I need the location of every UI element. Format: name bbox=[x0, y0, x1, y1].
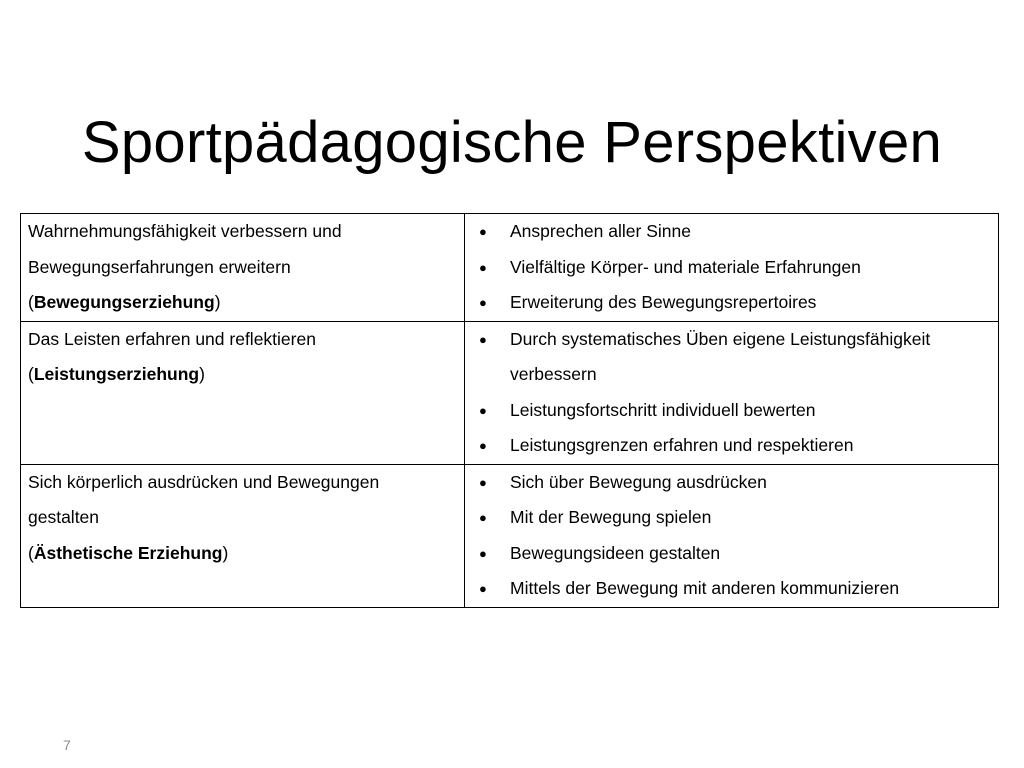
bullet-text: Erweiterung des Bewegungsrepertoires bbox=[510, 292, 817, 312]
perspective-cell bbox=[21, 321, 465, 464]
bullet-icon: ● bbox=[479, 331, 487, 347]
bullet-icon: ● bbox=[479, 295, 487, 310]
list-item bbox=[472, 285, 998, 321]
perspective-text: gestalten bbox=[28, 507, 100, 527]
list-item bbox=[472, 214, 998, 250]
bullet-list bbox=[472, 322, 998, 464]
perspective-label: (Leistungserziehung) bbox=[28, 364, 205, 384]
bullet-icon: ● bbox=[479, 259, 487, 275]
bullet-text: Mit der Bewegung spielen bbox=[510, 507, 712, 527]
list-item bbox=[472, 571, 998, 607]
bullet-list bbox=[472, 465, 998, 607]
perspective-bold-label: Ästhetische Erziehung bbox=[33, 542, 223, 563]
bullets-cell bbox=[465, 214, 999, 322]
list-item bbox=[472, 536, 998, 572]
perspective-bold-label: Bewegungserziehung bbox=[33, 292, 215, 312]
bullet-list bbox=[472, 214, 998, 321]
list-item bbox=[472, 428, 998, 464]
table-row bbox=[21, 464, 999, 607]
perspective-label: (Bewegungserziehung) bbox=[28, 292, 221, 312]
bullet-icon: ● bbox=[479, 402, 487, 418]
bullet-text: Vielfältige Körper- und materiale Erfahrungen bbox=[510, 256, 861, 277]
perspective-text: Wahrnehmungsfähigkeit verbessern und bbox=[28, 221, 342, 241]
list-item bbox=[472, 465, 998, 501]
perspective-cell bbox=[21, 464, 465, 607]
bullet-text: Mittels der Bewegung mit anderen kommunizieren bbox=[510, 578, 900, 598]
bullet-text: Leistungsfortschritt individuell bewerten bbox=[510, 399, 816, 420]
bullets-cell bbox=[465, 464, 999, 607]
bullets-cell bbox=[465, 321, 999, 464]
bullet-icon: ● bbox=[479, 474, 487, 490]
bullet-icon: ● bbox=[479, 438, 487, 453]
bullet-icon: ● bbox=[479, 545, 487, 561]
table-row bbox=[21, 321, 999, 464]
perspective-bold-label: Leistungserziehung bbox=[33, 364, 200, 384]
list-item bbox=[472, 393, 998, 429]
slide-title: Sportpädagogische Perspektiven bbox=[81, 110, 943, 175]
bullet-icon: ● bbox=[479, 224, 487, 239]
perspective-text: Sich körperlich ausdrücken und Bewegungen bbox=[28, 471, 380, 492]
perspective-text: Das Leisten erfahren und reflektieren bbox=[28, 328, 316, 349]
perspective-label: (Ästhetische Erziehung) bbox=[28, 542, 229, 563]
bullet-icon: ● bbox=[479, 581, 487, 596]
list-item bbox=[472, 250, 998, 286]
bullet-text: Ansprechen aller Sinne bbox=[510, 221, 691, 241]
table-row bbox=[21, 214, 999, 322]
perspective-text: Bewegungserfahrungen erweitern bbox=[28, 256, 291, 277]
bullet-text: Sich über Bewegung ausdrücken bbox=[510, 471, 767, 492]
perspectives-table bbox=[20, 213, 999, 608]
list-item bbox=[472, 500, 998, 536]
perspective-cell bbox=[21, 214, 465, 322]
bullet-text: Leistungsgrenzen erfahren und respektieren bbox=[510, 435, 854, 455]
bullet-text: Durch systematisches Üben eigene Leistungsfähigkeit verbessern bbox=[510, 328, 931, 384]
bullet-icon: ● bbox=[479, 510, 487, 525]
bullet-text: Bewegungsideen gestalten bbox=[510, 542, 721, 563]
page-number: 7 bbox=[63, 737, 71, 753]
list-item bbox=[472, 322, 998, 393]
